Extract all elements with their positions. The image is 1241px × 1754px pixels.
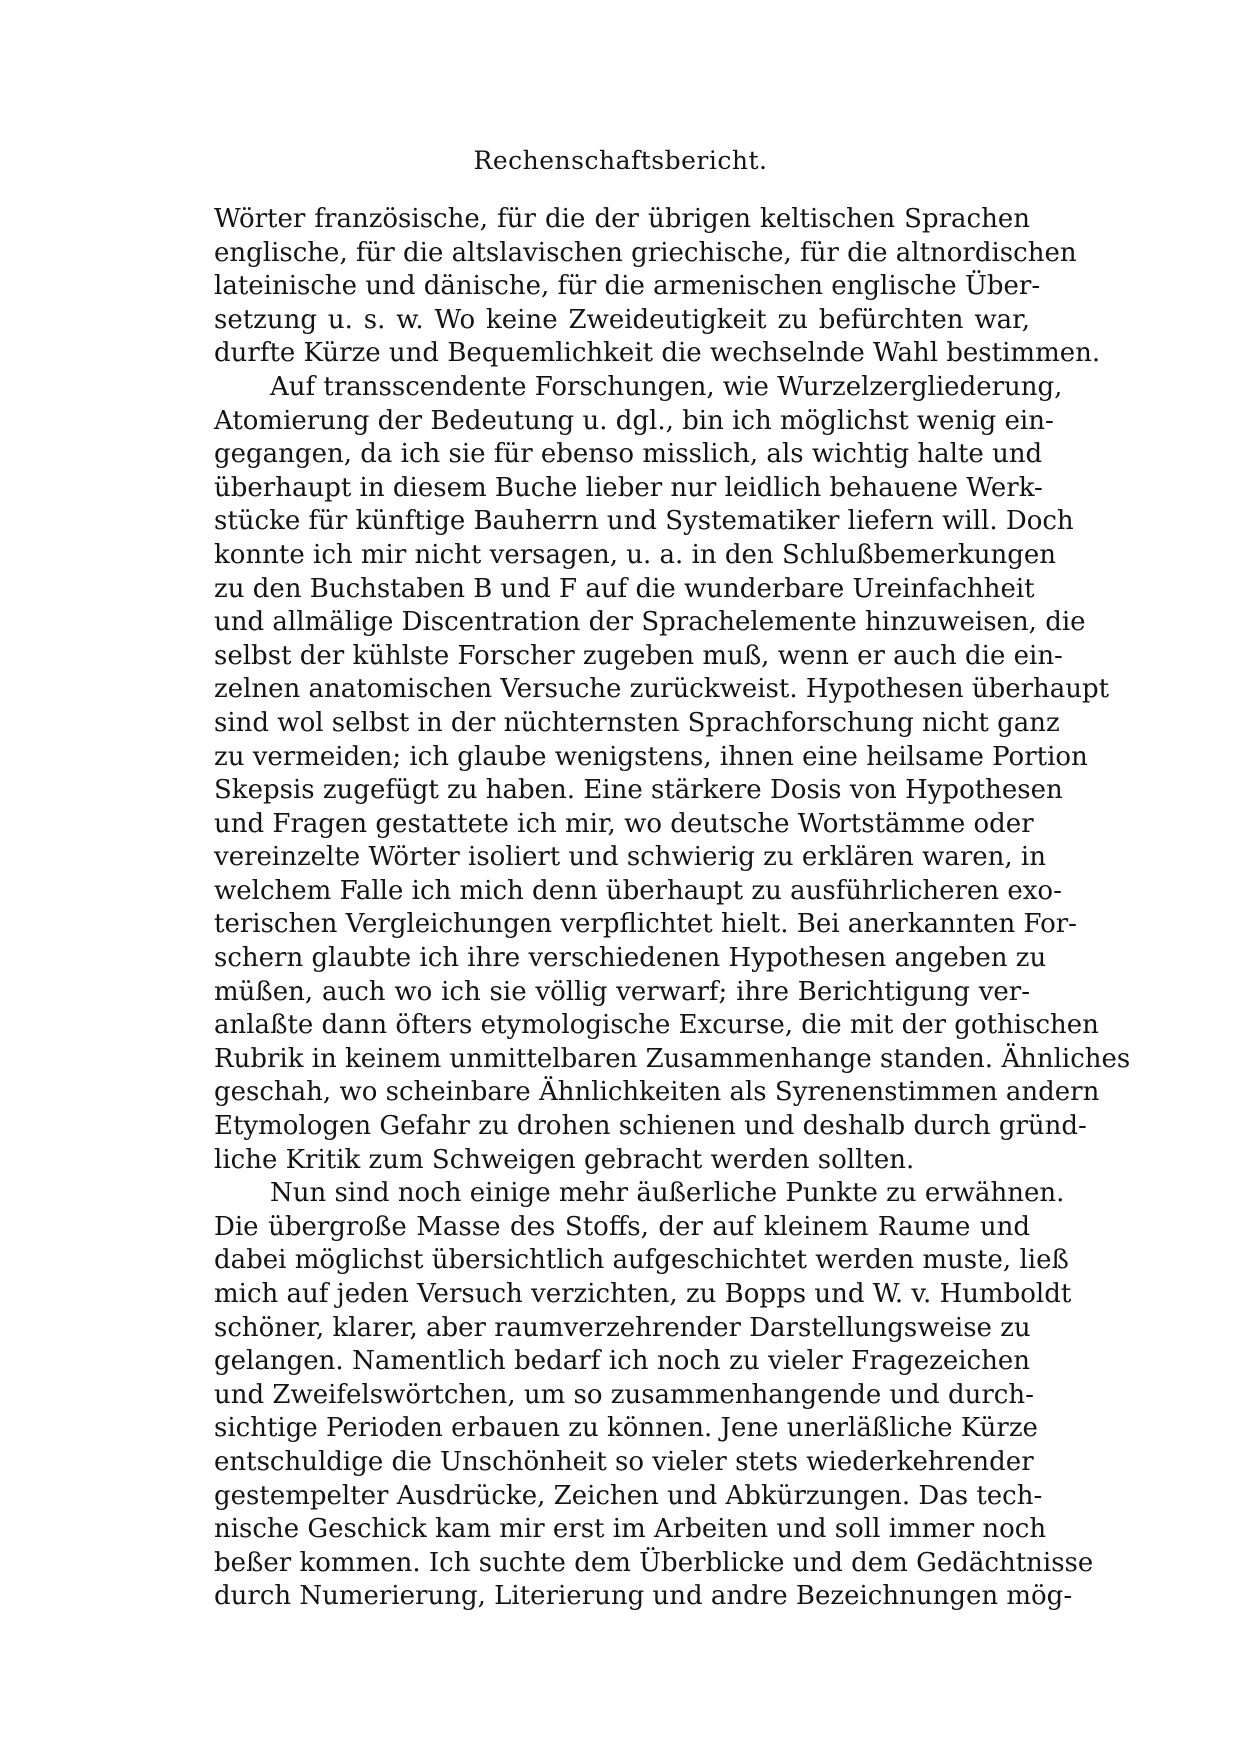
text-line: liche Kritik zum Schweigen gebracht werden sollten. bbox=[214, 1144, 915, 1175]
text-line: welchem Falle ich mich denn überhaupt zu ausführlicheren exo- bbox=[214, 875, 1062, 906]
text-line: nische Geschick kam mir erst im Arbeiten und soll immer noch bbox=[214, 1514, 1047, 1545]
text-line: zu den Buchstaben B und F auf die wunderbare Ureinfachheit bbox=[214, 573, 1035, 604]
text-line: stücke für künftige Bauherrn und Systematiker liefern will. Doch bbox=[214, 506, 1074, 537]
text-line: Skepsis zugefügt zu haben. Eine stärkere Dosis von Hypothesen bbox=[214, 775, 1063, 806]
text-line: mich auf jeden Versuch verzichten, zu Bopps und W. v. Humboldt bbox=[214, 1279, 1072, 1309]
paragraph-2 bbox=[214, 371, 1131, 1177]
text-line: terischen Vergleichungen verpflichtet hielt. Bei anerkannten For- bbox=[214, 909, 1077, 940]
text-line: gegangen, da ich sie für ebenso misslich, als wichtig halte und bbox=[214, 439, 1043, 470]
text-line: vereinzelte Wörter isoliert und schwierig zu erklären waren, in bbox=[214, 842, 1046, 873]
text-line: Etymologen Gefahr zu drohen schienen und deshalb durch gründ- bbox=[214, 1111, 1087, 1142]
text-line: dabei möglichst übersichtlich aufgeschichtet werden muste, ließ bbox=[214, 1245, 1069, 1276]
text-line: und allmälige Discentration der Sprachelemente hinzuweisen, die bbox=[214, 607, 1086, 638]
text-line: geschah, wo scheinbare Ähnlichkeiten als Syrenenstimmen andern bbox=[214, 1077, 1100, 1108]
text-line: gestempelter Ausdrücke, Zeichen und Abkürzungen. Das tech- bbox=[214, 1480, 1043, 1511]
text-line: Auf transscendente Forschungen, wie Wurzelzergliederung, bbox=[270, 371, 1063, 402]
text-line: selbst der kühlste Forscher zugeben muß, wenn er auch die ein- bbox=[214, 640, 1063, 671]
text-line: zu vermeiden; ich glaube wenigstens, ihnen eine heilsame Portion bbox=[214, 741, 1088, 772]
paragraph-1 bbox=[214, 203, 1101, 371]
text-line: und Fragen gestattete ich mir, wo deutsche Wortstämme oder bbox=[214, 808, 1034, 839]
text-line: zelnen anatomischen Versuche zurückweist. Hypothesen überhaupt bbox=[214, 674, 1110, 705]
text-line: lateinische und dänische, für die armenischen englische Über- bbox=[214, 271, 1041, 302]
body-text bbox=[214, 203, 1131, 1614]
text-line: müßen, auch wo ich sie völlig verwarf; ihre Berichtigung ver- bbox=[214, 976, 1030, 1007]
text-line: beßer kommen. Ich suchte dem Überblicke und dem Gedächtnisse bbox=[214, 1547, 1094, 1578]
text-line: sind wol selbst in der nüchternsten Sprachforschung nicht ganz bbox=[214, 707, 1060, 738]
text-line: Rubrik in keinem unmittelbaren Zusammenhange standen. Ähnliches bbox=[214, 1043, 1131, 1074]
text-line: durch Numerierung, Literierung und andre Bezeichnungen mög- bbox=[214, 1581, 1073, 1612]
text-line: Die übergroße Masse des Stoffs, der auf kleinem Raume und bbox=[214, 1211, 1030, 1242]
running-head: Rechenschaftsbericht. bbox=[473, 146, 768, 175]
text-line: Atomierung der Bedeutung u. dgl., bin ich möglichst wenig ein- bbox=[214, 405, 1054, 436]
text-line: sichtige Perioden erbauen zu können. Jene unerläßliche Kürze bbox=[214, 1413, 1038, 1444]
text-line: englische, für die altslavischen griechische, für die altnordischen bbox=[214, 237, 1077, 268]
text-line: entschuldige die Unschönheit so vieler stets wiederkehrender bbox=[214, 1446, 1034, 1477]
text-line: überhaupt in diesem Buche lieber nur leidlich behauene Werk- bbox=[214, 472, 1043, 503]
text-line: konnte ich mir nicht versagen, u. a. in den Schlußbemerkungen bbox=[214, 539, 1057, 570]
paragraph-3 bbox=[214, 1177, 1094, 1614]
text-line: Wörter französische, für die der übrigen keltischen Sprachen bbox=[214, 204, 1030, 234]
text-line: durfte Kürze und Bequemlichkeit die wechselnde Wahl bestimmen. bbox=[214, 338, 1101, 369]
text-line: anlaßte dann öfters etymologische Excurse, die mit der gothischen bbox=[214, 1010, 1099, 1041]
text-line: schern glaubte ich ihre verschiedenen Hypothesen angeben zu bbox=[214, 943, 1047, 974]
text-line: schöner, klarer, aber raumverzehrender Darstellungsweise zu bbox=[214, 1312, 1031, 1343]
text-line: und Zweifelswörtchen, um so zusammenhangende und durch- bbox=[214, 1379, 1034, 1410]
text-line: setzung u. s. w. Wo keine Zweideutigkeit zu befürchten war, bbox=[214, 304, 1030, 335]
text-line: Nun sind noch einige mehr äußerliche Punkte zu erwähnen. bbox=[270, 1178, 1065, 1209]
text-line: gelangen. Namentlich bedarf ich noch zu vieler Fragezeichen bbox=[214, 1346, 1030, 1377]
